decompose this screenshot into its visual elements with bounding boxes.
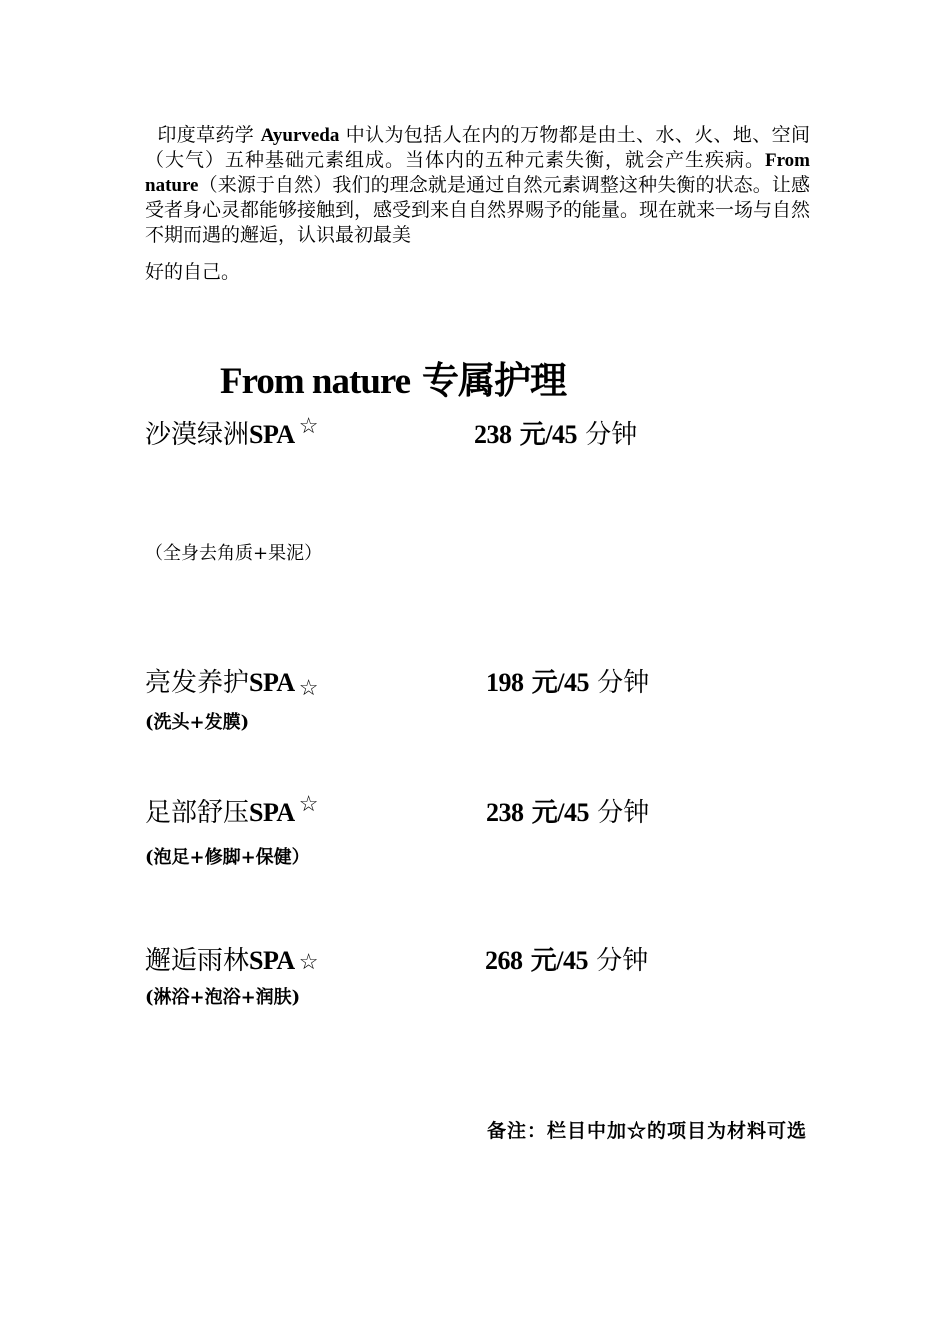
service-price [485,940,648,977]
service-description: （全身去角质+果泥） [145,543,323,564]
price-unit: 元/45 [530,946,588,975]
service-name-text: 亮发养护 [145,668,250,698]
heading-latin: From nature [220,361,411,402]
service-spa-label: SPA [249,668,295,697]
service-price [474,414,637,451]
service-price [486,792,649,829]
service-name-text: 足部舒压 [145,798,250,828]
service-spa-label: SPA [249,420,295,449]
intro-paragraph [145,123,810,285]
intro-text-3: （来源于自然）我们的理念就是通过自然元素调整这种失衡的状态。让感受者身心灵都能够接触到，感受到来自自然界赐予的能量。现在就来一场与自然不期而遇的邂逅，认识最初最美 [145,174,811,246]
service-price [486,662,649,699]
price-number: 238 [486,798,524,827]
price-number: 198 [486,668,524,697]
price-tail: 分钟 [596,946,649,976]
service-name-text: 邂逅雨林 [145,946,250,976]
service-name-text: 沙漠绿洲 [145,420,250,450]
star-icon: ☆ [298,792,319,817]
service-name-hair-care [145,662,318,699]
price-tail: 分钟 [597,798,650,828]
service-description: (泡足+修脚+保健） [145,847,310,868]
heading-cjk: 专属护理 [421,358,566,402]
star-icon: ☆ [298,950,319,975]
section-heading [220,350,566,404]
star-icon: ☆ [298,414,319,439]
price-unit: 元/45 [531,798,589,827]
service-name-desert-oasis [145,414,318,451]
star-icon: ☆ [298,676,319,701]
price-tail: 分钟 [585,420,638,450]
footnote: 备注：栏目中加☆的项目为材料可选 [486,1120,807,1142]
service-spa-label: SPA [249,946,295,975]
price-tail: 分钟 [597,668,650,698]
intro-ayurveda: Ayurveda [260,125,340,146]
service-description: (洗头+发膜) [145,712,250,733]
price-number: 268 [485,946,523,975]
service-name-foot-relief [145,792,318,829]
price-unit: 元/45 [531,668,589,697]
price-unit: 元/45 [519,420,577,449]
intro-text-4: 好的自己。 [145,261,241,283]
intro-text-2: 中认为包括人在内的万物都是由土、水、火、地、空间（大气）五种基础元素组成。当体内的五种元素失衡，就会产生疾病。 [145,124,810,171]
price-number: 238 [474,420,512,449]
service-description: (淋浴+泡浴+润肤) [145,987,301,1008]
intro-from-nature: From nature [145,150,810,196]
intro-text-1: 印度草药学 [157,124,255,146]
service-spa-label: SPA [249,798,295,827]
service-name-rainforest [145,940,318,977]
